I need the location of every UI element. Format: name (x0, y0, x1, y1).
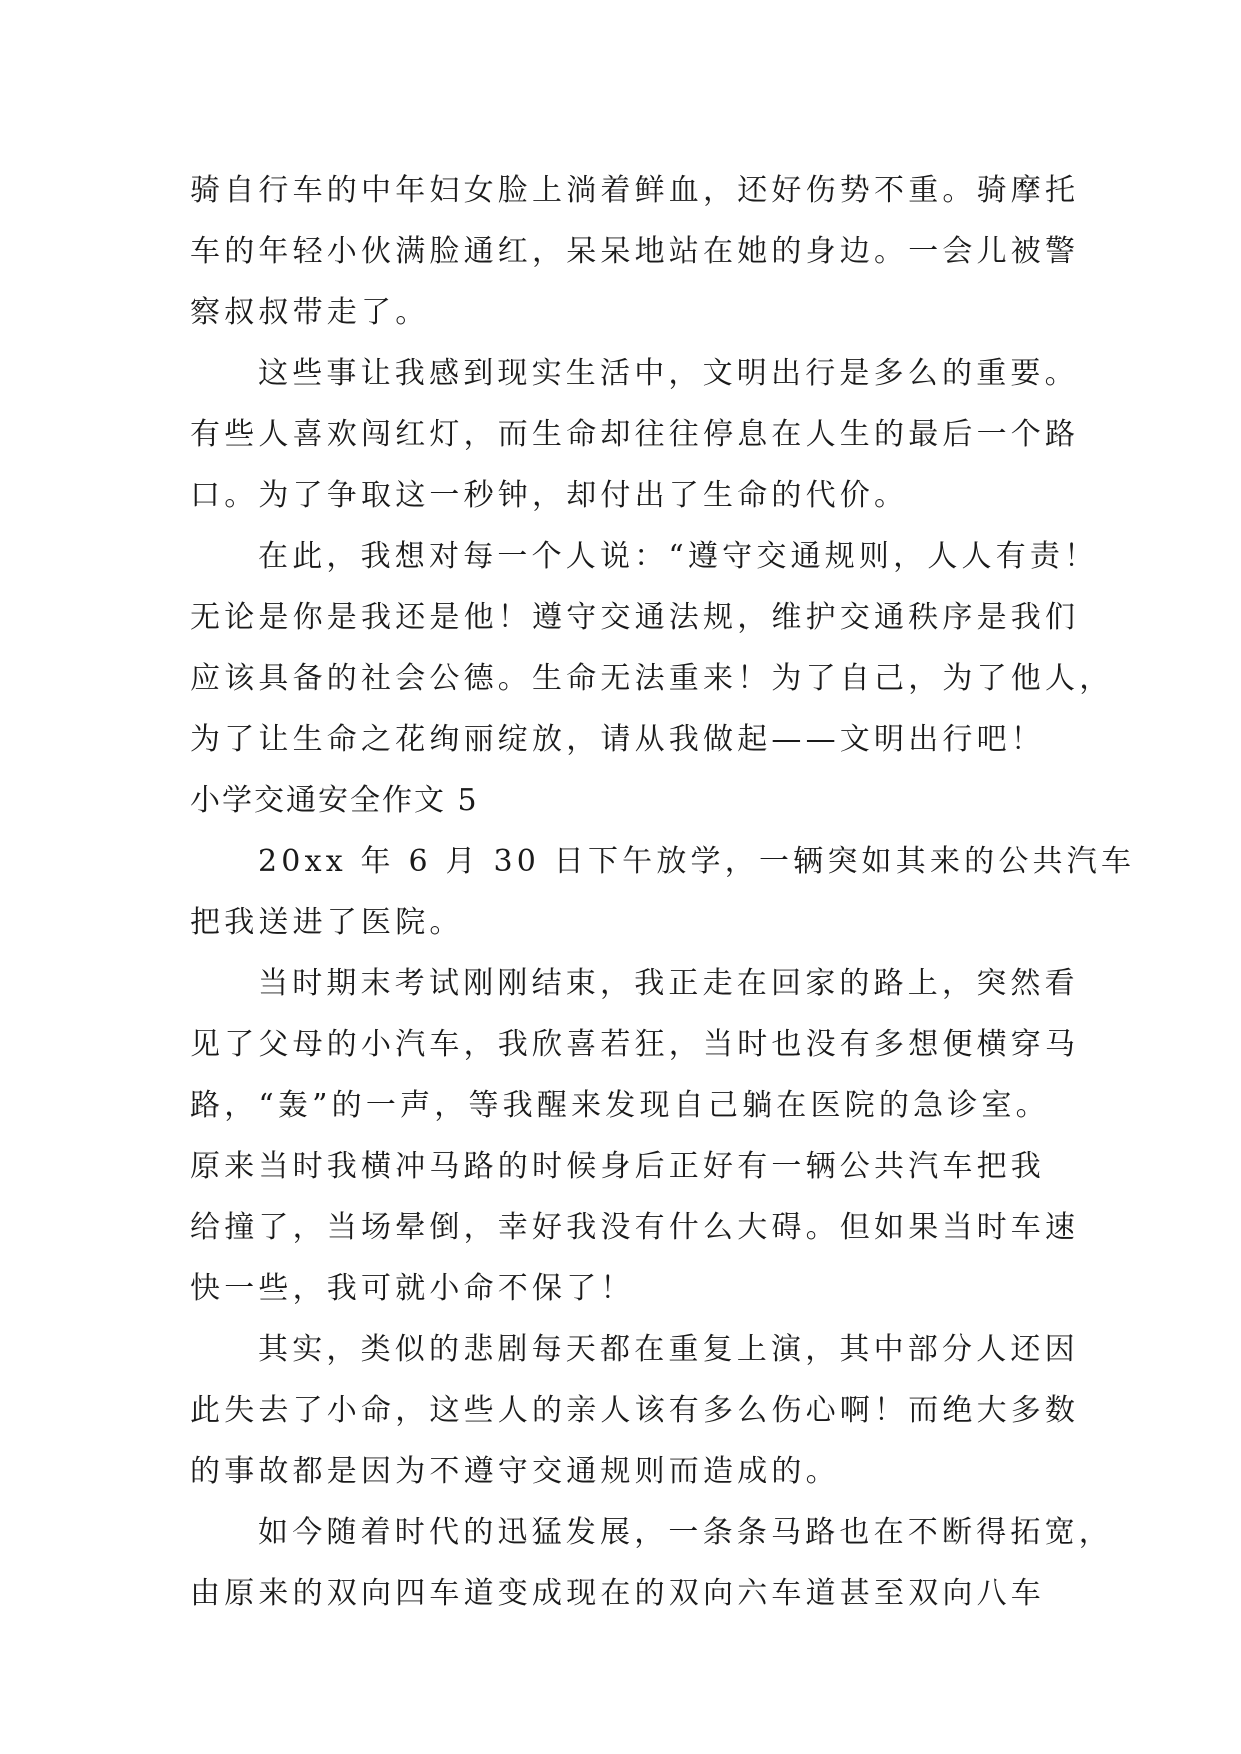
text-line: 的事故都是因为不遵守交通规则而造成的。 (190, 1454, 840, 1489)
text-line: 如今随着时代的迅猛发展，一条条马路也在不断得拓宽， (258, 1515, 1113, 1550)
heading-text: 小学交通安全作文 5 (190, 783, 479, 818)
text-line: 路，“轰”的一声，等我醒来发现自己躺在医院的急诊室。 (190, 1088, 1050, 1123)
text-line: 快一些，我可就小命不保了！ (190, 1271, 635, 1306)
paragraph (190, 953, 1080, 1319)
paragraph (190, 1502, 1113, 1624)
text-line: 车的年轻小伙满脸通红，呆呆地站在她的身边。一会儿被警 (190, 234, 1080, 269)
text-line: 应该具备的社会公德。生命无法重来！为了自己，为了他人， (190, 661, 1114, 696)
document-body (190, 160, 1136, 1624)
text-line: 给撞了，当场晕倒，幸好我没有什么大碍。但如果当时车速 (190, 1210, 1080, 1245)
text-line: 把我送进了医院。 (190, 905, 464, 940)
paragraph (190, 1319, 1080, 1502)
text-line: 当时期末考试刚刚结束，我正走在回家的路上，突然看 (258, 966, 1079, 1001)
text-line: 有些人喜欢闯红灯，而生命却往往停息在人生的最后一个路 (190, 417, 1080, 452)
text-line: 原来当时我横冲马路的时候身后正好有一辆公共汽车把我 (190, 1149, 1045, 1184)
paragraph (190, 831, 1136, 953)
text-line: 无论是你是我还是他！遵守交通法规，维护交通秩序是我们 (190, 600, 1080, 635)
text-line: 这些事让我感到现实生活中，文明出行是多么的重要。 (258, 356, 1079, 391)
paragraph (190, 343, 1080, 526)
text-line: 察叔叔带走了。 (190, 295, 430, 330)
text-line: 见了父母的小汽车，我欣喜若狂，当时也没有多想便横穿马 (190, 1027, 1080, 1062)
paragraph (190, 160, 1080, 343)
text-line: 在此，我想对每一个人说：“遵守交通规则，人人有责！ (258, 539, 1099, 574)
text-line: 骑自行车的中年妇女脸上淌着鲜血，还好伤势不重。骑摩托 (190, 173, 1080, 208)
text-line: 20xx 年 6 月 30 日下午放学，一辆突如其来的公共汽车 (258, 844, 1136, 879)
text-line: 其实，类似的悲剧每天都在重复上演，其中部分人还因 (258, 1332, 1079, 1367)
text-line: 口。为了争取这一秒钟，却付出了生命的代价。 (190, 478, 909, 513)
text-line: 为了让生命之花绚丽绽放，请从我做起——文明出行吧！ (190, 722, 1045, 757)
text-line: 由原来的双向四车道变成现在的双向六车道甚至双向八车 (190, 1576, 1045, 1611)
section-heading (190, 770, 1050, 831)
text-line: 此失去了小命，这些人的亲人该有多么伤心啊！而绝大多数 (190, 1393, 1080, 1428)
paragraph (190, 526, 1114, 770)
